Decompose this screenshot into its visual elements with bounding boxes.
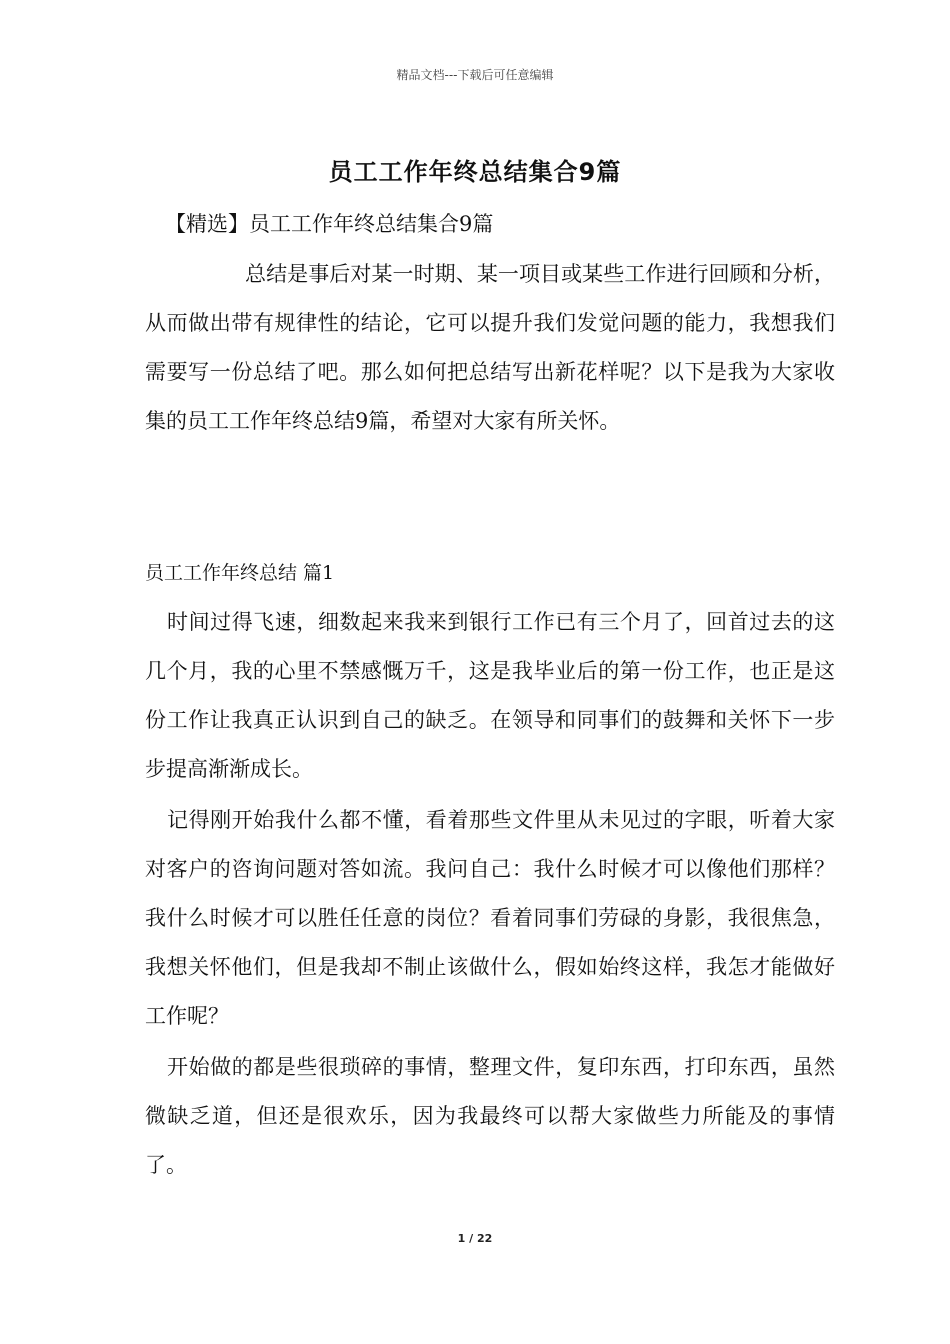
body-text [145,598,835,1192]
intro-paragraph: 总结是事后对某一时期、某一项目或某些工作进行回顾和分析，从而做出带有规律性的结论，它可以提升我们发觉问题的能力，我想我们需要写一份总结了吧。那么如何把总结写出新花样呢？以下是我为大家收集的员工工作年终总结9篇，希望对大家有所关怀。 [145,262,835,433]
body-paragraph: 开始做的都是些很琐碎的事情，整理文件，复印东西，打印东西，虽然微缺乏道，但还是很欢乐，因为我最终可以帮大家做些力所能及的事情了。 [145,1055,835,1177]
body-paragraph: 时间过得飞速，细数起来我来到银行工作已有三个月了，回首过去的这几个月，我的心里不禁感慨万千，这是我毕业后的第一份工作，也正是这份工作让我真正认识到自己的缺乏。在领导和同事们的鼓舞和关怀下一步步提高渐渐成长。 [145,610,835,781]
body-paragraph: 记得刚开始我什么都不懂，看着那些文件里从未见过的字眼，听着大家对客户的咨询问题对答如流。我问自己：我什么时候才可以像他们那样？我什么时候才可以胜任任意的岗位？看着同事们劳碌的身影，我很焦急，我想关怀他们，但是我却不制止该做什么，假如始终这样，我怎才能做好工作呢？ [145,808,835,1028]
header-note: 精品文档---下载后可任意编辑 [396,68,554,82]
section-heading: 员工工作年终总结 篇1 [145,562,335,584]
document-subtitle: 【精选】员工工作年终总结集合9篇 [165,212,494,236]
page-indicator: 1 / 22 [457,1232,493,1245]
document-title: 员工工作年终总结集合9篇 [328,158,622,186]
